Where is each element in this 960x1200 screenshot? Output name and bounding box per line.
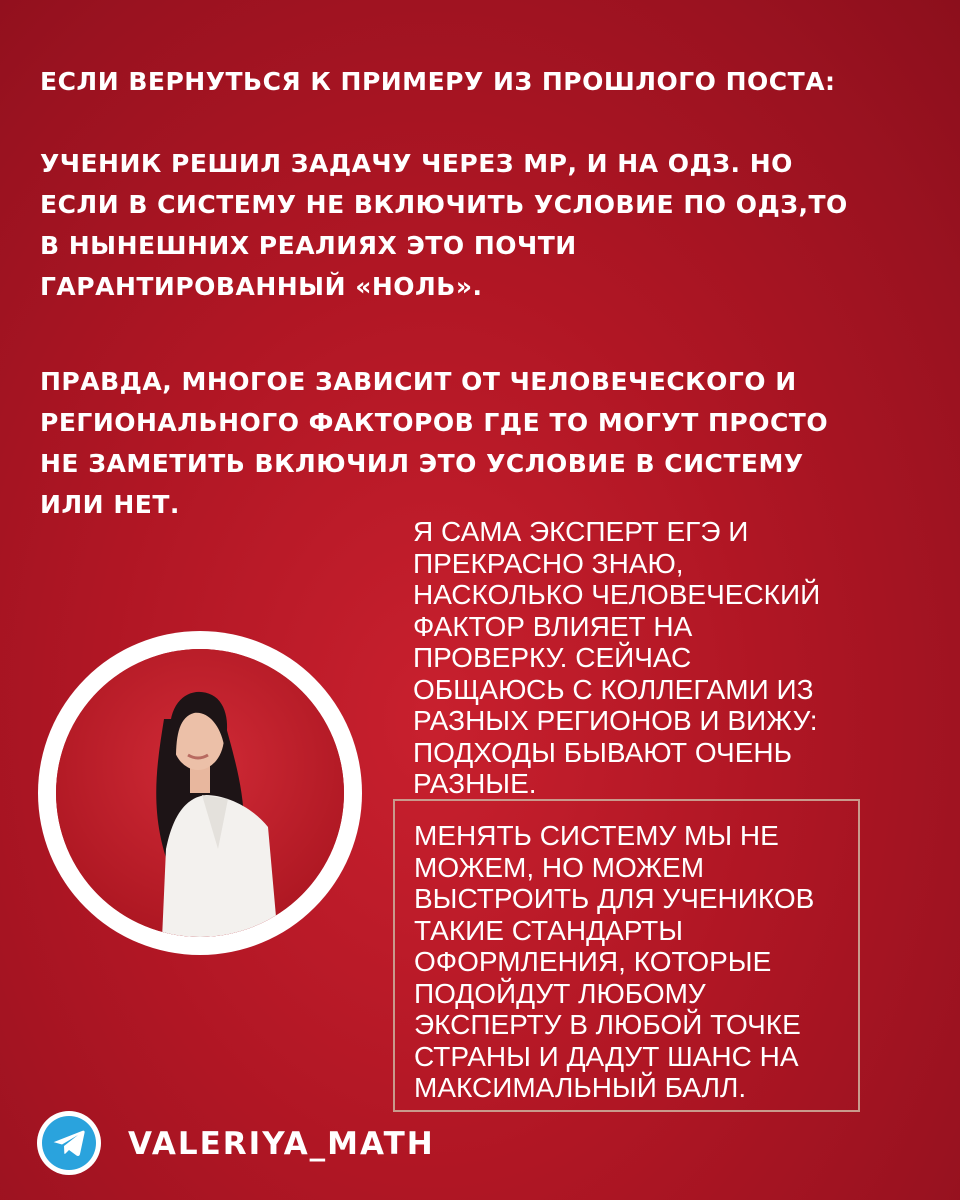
text-line: В НЫНЕШНИХ РЕАЛИЯХ ЭТО ПОЧТИ	[40, 231, 577, 260]
text-line: РЕГИОНАЛЬНОГО ФАКТОРОВ ГДЕ ТО МОГУТ ПРОСТО	[40, 408, 829, 437]
text-line: ПРАВДА, МНОГОЕ ЗАВИСИТ ОТ ЧЕЛОВЕЧЕСКОГО И	[40, 367, 797, 396]
text-line: МОЖЕМ, НО МОЖЕМ	[414, 851, 705, 883]
text-line: ЭКСПЕРТУ В ЛЮБОЙ ТОЧКЕ	[414, 1009, 801, 1040]
expert-note	[413, 516, 820, 800]
text-line: ВЫСТРОИТЬ ДЛЯ УЧЕНИКОВ	[414, 883, 815, 914]
text-line: ИЛИ НЕТ.	[40, 490, 180, 519]
text-line: НЕ ЗАМЕТИТЬ ВКЛЮЧИЛ ЭТО УСЛОВИЕ В СИСТЕМУ	[40, 449, 804, 478]
author-photo	[56, 649, 344, 937]
text-line: ТАКИЕ СТАНДАРТЫ	[414, 914, 684, 946]
heading-intro	[40, 61, 836, 102]
text-line: РАЗНЫХ РЕГИОНОВ И ВИЖУ:	[413, 705, 818, 736]
text-line: ГАРАНТИРОВАННЫЙ «НОЛЬ».	[40, 272, 483, 301]
text-line: ЕСЛИ В СИСТЕМУ НЕ ВКЛЮЧИТЬ УСЛОВИЕ ПО ОДЗ,ТО	[40, 190, 848, 219]
heading-paragraph-2	[40, 361, 828, 525]
text-line: ЕСЛИ ВЕРНУТЬСЯ К ПРИМЕРУ ИЗ ПРОШЛОГО ПОСТА:	[40, 67, 836, 96]
author-photo-frame	[38, 631, 362, 955]
text-line: ПРОВЕРКУ. СЕЙЧАС	[413, 642, 692, 673]
heading-paragraph-1	[40, 143, 848, 307]
text-line: ПРЕКРАСНО ЗНАЮ,	[413, 547, 684, 579]
text-line: ОФОРМЛЕНИЯ, КОТОРЫЕ	[414, 946, 772, 977]
text-line: ФАКТОР ВЛИЯЕТ НА	[413, 610, 693, 642]
author-portrait-illustration	[56, 649, 344, 937]
text-line: НАСКОЛЬКО ЧЕЛОВЕЧЕСКИЙ	[413, 579, 821, 610]
text-line: ПОДОЙДУТ ЛЮБОМУ	[414, 977, 706, 1009]
text-line: МАКСИМАЛЬНЫЙ БАЛЛ.	[414, 1072, 747, 1103]
text-line: Я САМА ЭКСПЕРТ ЕГЭ И	[413, 516, 749, 547]
telegram-handle[interactable]: VALERIYA_MATH	[128, 1126, 435, 1162]
text-line: СТРАНЫ И ДАДУТ ШАНС НА	[414, 1040, 799, 1072]
text-line: ПОДХОДЫ БЫВАЮТ ОЧЕНЬ	[413, 736, 792, 768]
text-line: РАЗНЫЕ.	[413, 768, 537, 799]
text-line: ОБЩАЮСЬ С КОЛЛЕГАМИ ИЗ	[413, 673, 814, 705]
telegram-icon[interactable]	[37, 1111, 101, 1175]
boxed-note	[414, 820, 814, 1104]
text-line: УЧЕНИК РЕШИЛ ЗАДАЧУ ЧЕРЕЗ МР, И НА ОДЗ. НО	[40, 149, 793, 178]
text-line: МЕНЯТЬ СИСТЕМУ МЫ НЕ	[414, 820, 779, 851]
